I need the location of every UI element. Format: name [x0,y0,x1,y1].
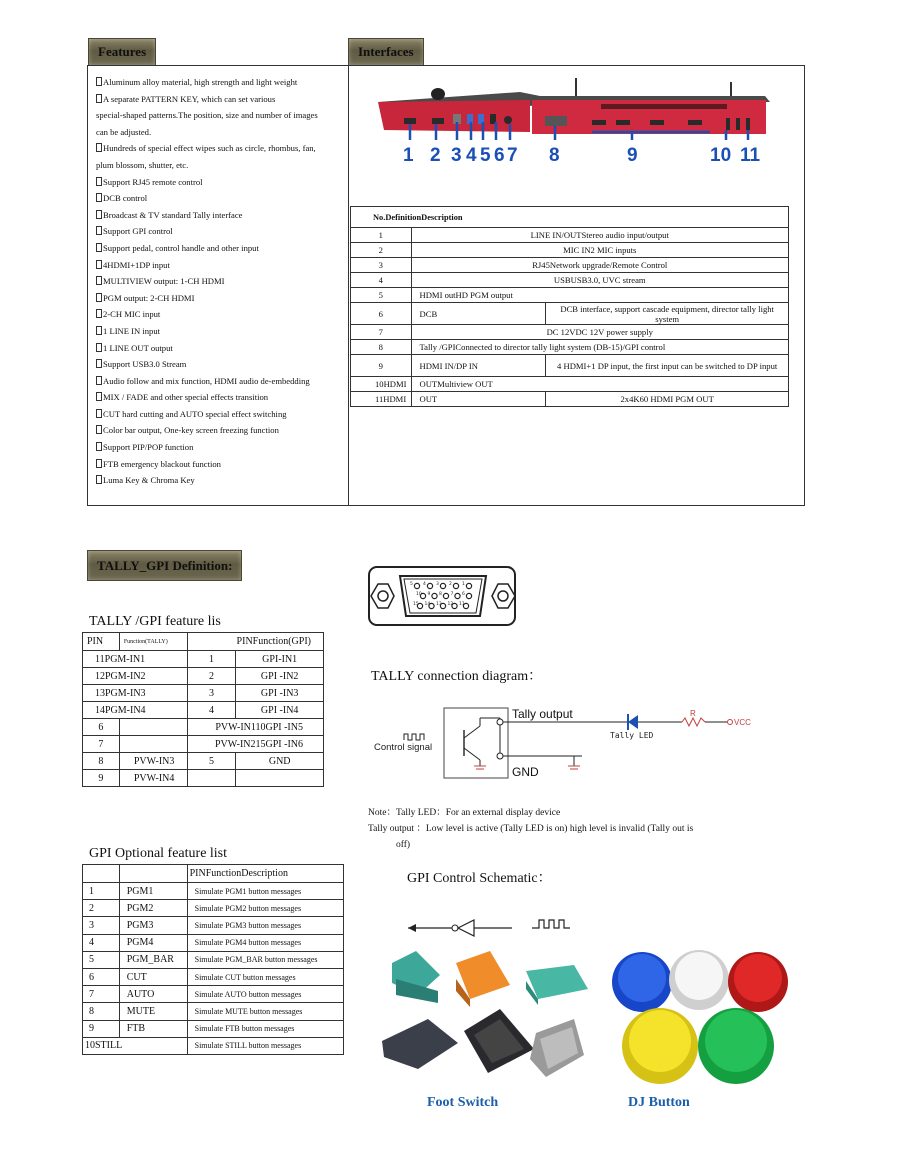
tally-cell-gpi-pin: 1 [187,651,236,668]
interface-description: DC 12VDC 12V power supply [411,325,788,340]
bullet-box-icon [96,475,102,484]
connector-pin [455,593,460,598]
feature-text: MIX / FADE and other special effects transition [103,392,269,403]
tally-cell-gpi-function [236,770,324,787]
port-number: 8 [549,145,560,166]
tally-header-gpi: PINFunction(GPI) [187,633,323,651]
interface-row [351,228,789,243]
gpi-option-description: Simulate PGM_BAR button messages [187,951,343,968]
gpi-option-function: PGM1 [119,883,187,900]
bullet-box-icon [96,276,102,285]
tally-cell-gpi-combined: PVW-IN110GPI -IN5 [187,719,323,736]
foot-switch-image [378,945,598,1085]
feature-text: PGM output: 2-CH HDMI [103,292,195,303]
connector-pin-number: 10 [416,592,422,597]
feature-item [96,190,346,207]
gpi-option-pin: 2 [83,900,120,917]
gpi-optional-title: GPI Optional feature list [89,846,228,861]
tally-gpi-table [82,632,324,787]
gpi-option-pin: 7 [83,986,120,1003]
port-number: 9 [627,145,638,166]
feature-item [96,207,346,224]
tally-cell-pin-function: 11PGM-IN1 [83,651,188,668]
gnd-label: GND [512,765,539,779]
connector-pin-number: 15 [413,602,419,607]
tally-cell-gpi-function: GPI -IN3 [236,685,324,702]
tally-row [83,651,324,668]
connector-pin-number: 1 [462,582,465,587]
gpi-option-description: Simulate STILL button messages [187,1037,343,1054]
connector-pin-number: 5 [410,582,413,587]
gpi-option-description: Simulate FTB button messages [187,1020,343,1037]
gpi-option-pin: 6 [83,968,120,985]
feature-item [96,439,346,456]
features-tab [88,38,156,66]
tally-cell-gpi-pin: 5 [187,753,236,770]
interface-description: MIC IN2 MIC inputs [411,243,788,258]
feature-item [96,422,346,439]
gpi-option-description: Simulate PGM2 button messages [187,900,343,917]
connector-pin [440,583,445,588]
port-number: 11 [740,145,761,166]
port-number: 10 [710,145,732,166]
feature-text: CUT hard cutting and AUTO special effect switching [103,408,287,419]
tally-cell-pin: 6 [83,719,120,736]
interface-row [351,288,789,303]
tally-cell-gpi-function: GND [236,753,324,770]
interface-row [351,325,789,340]
feature-item [96,240,346,257]
vcc-label: VCC [734,718,751,727]
tally-output-label: Tally output [512,707,573,721]
tally-cell-pin-function: 13PGM-IN3 [83,685,188,702]
bullet-box-icon [96,343,102,352]
feature-item [96,91,346,108]
port-number: 3 [451,145,462,166]
feature-item [96,373,346,390]
interface-row [351,303,789,325]
gpi-option-pin: 4 [83,934,120,951]
connector-pin [466,583,471,588]
gpi-optional-header: PINFunctionDescription [187,865,343,883]
connector-pin-number: 2 [449,582,452,587]
gpi-option-function: PGM2 [119,900,187,917]
tally-connection-diagram [372,700,752,784]
feature-item [96,273,346,290]
feature-text: Support pedal, control handle and other input [103,242,259,253]
interface-definition: OUT [411,392,546,407]
feature-text: FTB emergency blackout function [103,458,221,469]
interface-definition: HDMI IN/DP IN [411,355,546,377]
interface-row [351,392,789,407]
feature-item [96,456,346,473]
interface-no: 8 [351,340,412,355]
tally-gpi-tab [87,550,242,581]
feature-text: Broadcast & TV standard Tally interface [103,209,243,220]
tally-cell-function [119,719,187,736]
db15-connector-image [368,566,518,628]
interface-row [351,243,789,258]
tally-cell-gpi-combined: PVW-IN215GPI -IN6 [187,736,323,753]
features-title: Features [98,44,147,59]
gpi-option-pin-function: 10STILL [83,1037,188,1054]
feature-item [96,107,346,124]
feature-item [96,340,346,357]
gpi-option-function: PGM4 [119,934,187,951]
feature-text: can be adjusted. [96,126,152,137]
feature-item [96,323,346,340]
tally-cell-gpi-function: GPI-IN1 [236,651,324,668]
feature-text: A separate PATTERN KEY, which can set various [103,93,276,104]
feature-item [96,124,346,141]
gpi-schematic-title: GPI Control Schematic： [407,871,552,886]
gpi-option-pin: 5 [83,951,120,968]
connector-pin-number: 7 [450,592,454,597]
interface-no: 11HDMI [351,392,412,407]
tally-cell-pin-function: 14PGM-IN4 [83,702,188,719]
port-number: 2 [430,145,441,166]
gpi-option-row [83,1037,344,1054]
interface-description: LINE IN/OUTStereo audio input/output [411,228,788,243]
gpi-option-row [83,968,344,985]
gpi-option-row [83,1003,344,1020]
interface-no: 3 [351,258,412,273]
bullet-box-icon [96,210,102,219]
connector-pin-number: 8 [439,592,442,597]
tally-cell-pin: 9 [83,770,120,787]
port-number: 1 [403,145,414,166]
feature-item [96,257,346,274]
interface-definition: DCB [411,303,546,325]
port-number: 4 [466,145,477,166]
connector-pin-number: 11 [459,602,465,607]
tally-gpi-title: TALLY_GPI Definition: [97,558,233,573]
connector-pin-number: 6 [462,592,465,597]
connector-pin-number: 4 [423,582,426,587]
feature-item [96,174,346,191]
feature-item [96,472,346,489]
bullet-box-icon [96,226,102,235]
feature-text: 2-CH MIC input [103,309,161,320]
connector-pin [466,593,471,598]
tally-cell-gpi-function: GPI -IN4 [236,702,324,719]
feature-text: Support GPI control [103,226,173,237]
tally-row [83,685,324,702]
interface-definition: OUTMultiview OUT [411,377,788,392]
feature-text: Color bar output, One-key screen freezing function [103,425,279,436]
tally-cell-function: PVW-IN3 [119,753,187,770]
bullet-box-icon [96,442,102,451]
tally-cell-pin-function: 12PGM-IN2 [83,668,188,685]
interface-no: 9 [351,355,412,377]
interface-description: RJ45Network upgrade/Remote Control [411,258,788,273]
feature-item [96,306,346,323]
bullet-box-icon [96,359,102,368]
interfaces-table-header: No.DefinitionDescription [351,207,789,228]
port-number: 7 [507,145,518,166]
interface-description: DCB interface, support cascade equipment, director tally light system [546,303,789,325]
connector-pin-number: 14 [424,602,431,607]
feature-text: Luma Key & Chroma Key [103,475,195,486]
tally-cell-gpi-pin: 2 [187,668,236,685]
tally-note [368,805,788,853]
gpi-option-description: Simulate PGM4 button messages [187,934,343,951]
feature-item [96,290,346,307]
tally-row [83,668,324,685]
tally-led-label: Tally LED [610,731,654,740]
tally-cell-function: PVW-IN4 [119,770,187,787]
foot-switch-caption: Foot Switch [427,1095,499,1110]
feature-text: 4HDMI+1DP input [103,259,170,270]
connector-pin [432,593,437,598]
interface-row [351,273,789,288]
interface-no: 4 [351,273,412,288]
tally-row [83,702,324,719]
gpi-option-row [83,883,344,900]
gpi-option-function: PGM3 [119,917,187,934]
feature-item [96,389,346,406]
bullet-box-icon [96,94,102,103]
tally-cell-gpi-pin: 4 [187,702,236,719]
tally-row [83,719,324,736]
feature-text: Support RJ45 remote control [103,176,203,187]
gpi-option-row [83,900,344,917]
bullet-box-icon [96,177,102,186]
gpi-option-pin: 8 [83,1003,120,1020]
bullet-box-icon [96,392,102,401]
tally-feature-list-title: TALLY /GPI feature lis [89,614,221,629]
interfaces-title: Interfaces [358,44,414,59]
feature-text: DCB control [103,193,148,204]
interfaces-table [350,206,789,407]
tally-cell-pin: 8 [83,753,120,770]
bullet-box-icon [96,260,102,269]
gpi-option-description: Simulate PGM1 button messages [187,883,343,900]
connector-pin-number: 13 [436,602,442,607]
bullet-box-icon [96,193,102,202]
gpi-option-row [83,934,344,951]
gpi-option-description: Simulate CUT button messages [187,968,343,985]
interface-description: USBUSB3.0, UVC stream [411,273,788,288]
feature-item [96,223,346,240]
feature-item [96,356,346,373]
connector-pin-number: 9 [427,592,431,597]
gpi-option-description: Simulate AUTO button messages [187,986,343,1003]
tally-cell-gpi-pin: 3 [187,685,236,702]
feature-text: Support PIP/POP function [103,442,194,453]
features-list [96,74,346,489]
feature-item [96,406,346,423]
feature-text: 1 LINE IN input [103,325,161,336]
bullet-box-icon [96,309,102,318]
feature-text: plum blossom, shutter, etc. [96,159,189,170]
interface-no: 1 [351,228,412,243]
gpi-option-function: CUT [119,968,187,985]
connector-pin-number: 12 [447,602,454,607]
interface-row [351,355,789,377]
gpi-option-pin: 3 [83,917,120,934]
feature-text: Support USB3.0 Stream [103,359,187,370]
connector-pin [427,583,432,588]
bullet-box-icon [96,326,102,335]
gpi-option-function: MUTE [119,1003,187,1020]
feature-text: MULTIVIEW output: 1-CH HDMI [103,276,225,287]
tally-cell-gpi-pin [187,770,236,787]
dj-button-caption: DJ Button [628,1095,690,1110]
tally-row [83,770,324,787]
gpi-option-function: PGM_BAR [119,951,187,968]
gpi-option-function: AUTO [119,986,187,1003]
tally-cell-gpi-function: GPI -IN2 [236,668,324,685]
tally-header-pin: PIN [83,633,120,651]
gpi-option-row [83,951,344,968]
resistor-label: R [690,709,696,718]
feature-text: Audio follow and mix function, HDMI audio de-embedding [103,375,310,386]
feature-text: Aluminum alloy material, high strength and light weight [103,77,298,87]
tally-row [83,736,324,753]
control-signal-label: Control signal [374,742,433,753]
gpi-option-description: Simulate PGM3 button messages [187,917,343,934]
feature-item [96,140,346,157]
port-number: 6 [494,145,505,166]
bullet-box-icon [96,425,102,434]
interface-definition: Tally /GPIConnected to director tally light system (DB-15)/GPI control [411,340,788,355]
interface-description: 2x4K60 HDMI PGM OUT [546,392,789,407]
bullet-box-icon [96,143,102,152]
feature-text: 1 LINE OUT output [103,342,173,353]
gpi-optional-table [82,864,344,1055]
connector-pin [443,593,448,598]
interface-row [351,377,789,392]
tally-note-line3: off) [396,840,411,850]
bullet-box-icon [96,459,102,468]
gpi-option-function: FTB [119,1020,187,1037]
interfaces-tab [348,38,424,66]
connector-pin [453,583,458,588]
tally-header-function: Function(TALLY) [119,633,187,651]
feature-item [96,157,346,174]
interface-row [351,258,789,273]
gpi-option-row [83,986,344,1003]
bullet-box-icon [96,77,102,86]
tally-row [83,753,324,770]
gpi-option-pin: 9 [83,1020,120,1037]
tally-cell-pin: 7 [83,736,120,753]
tally-connection-title: TALLY connection diagram： [371,669,543,684]
gpi-option-row [83,1020,344,1037]
interface-no: 7 [351,325,412,340]
interface-no: 5 [351,288,412,303]
gpi-option-row [83,917,344,934]
tally-cell-function [119,736,187,753]
bullet-box-icon [96,409,102,418]
feature-text: Hundreds of special effect wipes such as circle, rhombus, fan, [103,143,316,154]
interface-row [351,340,789,355]
interface-definition: HDMI outHD PGM output [411,288,788,303]
bullet-box-icon [96,243,102,252]
bullet-box-icon [96,293,102,302]
interface-no: 6 [351,303,412,325]
tally-note-line1: Note：Tally LED：For an external display device [368,808,561,818]
interface-no: 10HDMI [351,377,412,392]
feature-text: special-shaped patterns.The position, size and number of images [96,110,318,121]
connector-pin-number: 3 [436,582,439,587]
interface-description: 4 HDMI+1 DP input, the first input can be switched to DP input [546,355,789,377]
interface-no: 2 [351,243,412,258]
gpi-option-description: Simulate MUTE button messages [187,1003,343,1020]
gpi-option-pin: 1 [83,883,120,900]
port-number: 5 [480,145,491,166]
dj-button-image [608,948,794,1088]
feature-item [96,74,346,91]
tally-note-line2: Tally output ：Low level is active (Tally LED is on) high level is invalid (Tally out is [368,824,694,834]
gpi-schematic-arrow [404,914,574,938]
bullet-box-icon [96,376,102,385]
connector-pin [414,583,419,588]
